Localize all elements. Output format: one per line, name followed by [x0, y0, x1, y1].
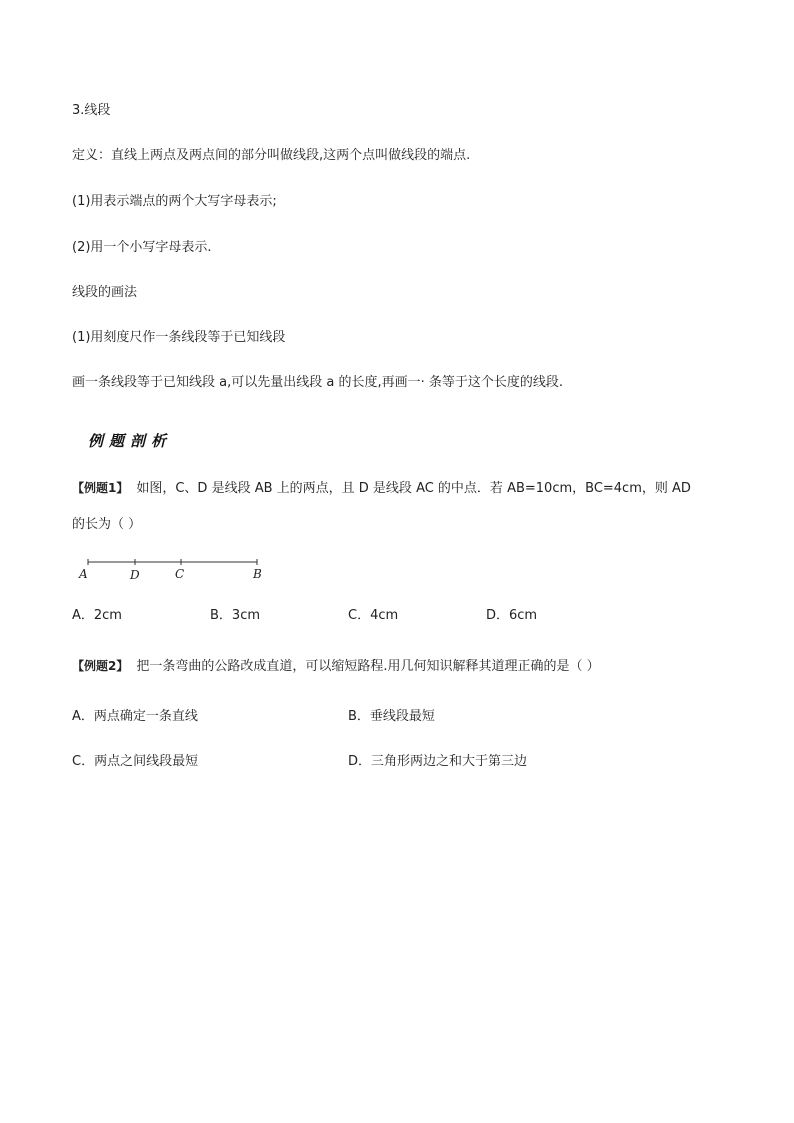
drawing-method-title: 线段的画法 — [72, 285, 138, 300]
point-label-d: D — [130, 568, 140, 582]
drawing-method-description: 画一条线段等于已知线段 a,可以先量出线段 a 的长度,再画一· 条等于这个长度的线段. — [72, 375, 563, 390]
example-1-option-a: A．2cm — [72, 608, 122, 623]
definition-text: 定义：直线上两点及两点间的部分叫做线段,这两个点叫做线段的端点. — [72, 148, 471, 163]
example-1-option-b: B．3cm — [210, 608, 261, 623]
example-1-option-c: C．4cm — [348, 608, 399, 623]
notation-item-1: (1)用表示端点的两个大写字母表示; — [72, 194, 277, 209]
example-2-option-c: C．两点之间线段最短 — [72, 754, 199, 769]
segment-figure — [76, 556, 276, 586]
drawing-method-step: (1)用刻度尺作一条线段等于已知线段 — [72, 330, 286, 345]
example-2-option-b: B．垂线段最短 — [348, 709, 435, 724]
point-label-b: B — [253, 567, 262, 581]
example-1-question — [72, 479, 691, 498]
example-1-option-d: D．6cm — [486, 608, 538, 623]
notation-item-2: (2)用一个小写字母表示. — [72, 240, 212, 255]
point-label-c: C — [175, 567, 185, 581]
example-2-option-d: D．三角形两边之和大于第三边 — [348, 754, 528, 769]
example-2-label: 【例题2】 — [72, 659, 129, 673]
example-2-question-text: 把一条弯曲的公路改成直道，可以缩短路程.用几何知识解释其道理正确的是（ ） — [136, 659, 600, 674]
example-1-question-line2: 的长为（ ） — [72, 517, 142, 532]
section-heading: 3.线段 — [72, 103, 111, 118]
example-1-question-line1: 如图，C、D 是线段 AB 上的两点，且 D 是线段 AC 的中点．若 AB=10cm，BC=4cm，则 AD — [136, 481, 691, 496]
point-label-a: A — [79, 567, 88, 581]
example-2-option-a: A．两点确定一条直线 — [72, 709, 198, 724]
example-1-label: 【例题1】 — [72, 481, 129, 495]
examples-section-title: 例题剖析 — [88, 432, 173, 450]
example-2-question — [72, 657, 600, 676]
